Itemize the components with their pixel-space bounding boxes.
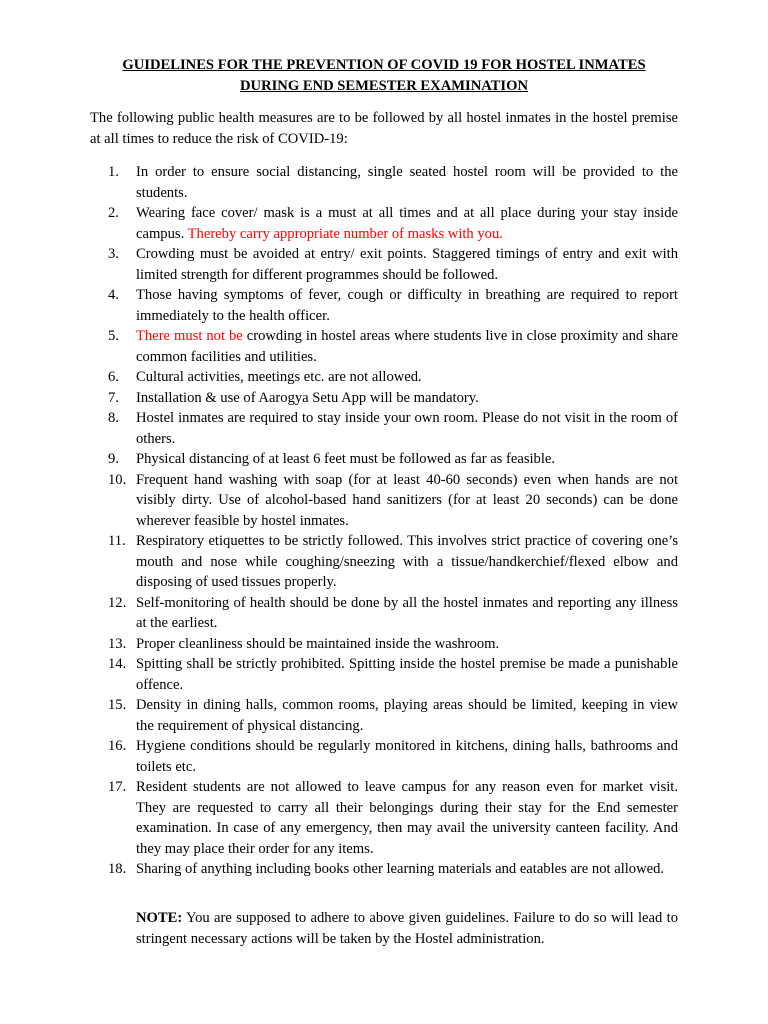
guideline-item bbox=[90, 777, 678, 859]
guideline-item bbox=[90, 388, 678, 409]
guideline-number: 17. bbox=[108, 779, 127, 795]
guideline-item bbox=[90, 654, 678, 695]
guideline-item bbox=[90, 326, 678, 367]
guideline-text: Density in dining halls, common rooms, playing areas should be limited, keeping in view the requirement of physical distancing. bbox=[136, 697, 678, 734]
guideline-number: 8. bbox=[108, 410, 119, 426]
guideline-item bbox=[90, 203, 678, 244]
document-title-line-1: GUIDELINES FOR THE PREVENTION OF COVID 19 FOR HOSTEL INMATES bbox=[122, 57, 646, 73]
guideline-number: 13. bbox=[108, 635, 127, 652]
guideline-number: 9. bbox=[108, 451, 119, 467]
guideline-text: Spitting shall be strictly prohibited. Spitting inside the hostel premise be made a punishable offence. bbox=[136, 656, 678, 693]
guideline-item bbox=[90, 449, 678, 470]
guideline-text: Hostel inmates are required to stay inside your own room. Please do not visit in the room of others. bbox=[136, 410, 678, 447]
guideline-text: Those having symptoms of fever, cough or difficulty in breathing are required to report immediately to the health officer. bbox=[136, 287, 678, 324]
guideline-item bbox=[90, 470, 678, 532]
guideline-number: 2. bbox=[108, 205, 119, 221]
guideline-text: Sharing of anything including books other learning materials and eatables are not allowed. bbox=[136, 861, 665, 877]
guideline-text: crowding in hostel areas where students live in close proximity and share common facilities and utilities. bbox=[136, 328, 678, 365]
note-text: You are supposed to adhere to above given guidelines. Failure to do so will lead to stringent necessary actions will be taken by the Hostel administration. bbox=[136, 910, 678, 947]
guideline-text: Frequent hand washing with soap (for at least 40-60 seconds) even when hands are not visibly dirty. Use of alcohol-based hand sanitizers (for at least 20 seconds) can be done wherever feasible by hostel inmates. bbox=[136, 471, 678, 529]
guideline-item bbox=[90, 859, 678, 880]
guideline-number: 16. bbox=[108, 738, 127, 754]
guideline-item bbox=[90, 736, 678, 777]
intro-paragraph: The following public health measures are to be followed by all hostel inmates in the hostel premise at all times to reduce the risk of COVID-19: bbox=[90, 110, 678, 147]
guideline-item bbox=[90, 408, 678, 449]
guideline-text: Wearing face cover/ mask is a must at all times and at all place during your stay inside campus. bbox=[136, 205, 678, 242]
guideline-item bbox=[90, 634, 678, 655]
guideline-item bbox=[90, 244, 678, 285]
guideline-text: Cultural activities, meetings etc. are not allowed. bbox=[136, 369, 422, 385]
guideline-text: Crowding must be avoided at entry/ exit points. Staggered timings of entry and exit with limited strength for different programmes should be followed. bbox=[136, 246, 678, 283]
guideline-text: Hygiene conditions should be regularly monitored in kitchens, dining halls, bathrooms and toilets etc. bbox=[136, 738, 678, 775]
guideline-item bbox=[90, 593, 678, 634]
guideline-item bbox=[90, 162, 678, 203]
guideline-item bbox=[90, 695, 678, 736]
guideline-text: Self-monitoring of health should be done by all the hostel inmates and reporting any illness at the earliest. bbox=[136, 594, 678, 631]
guideline-text: Proper cleanliness should be maintained inside the washroom. bbox=[136, 635, 500, 652]
guideline-highlight-text: Thereby carry appropriate number of masks with you. bbox=[187, 225, 503, 242]
guideline-item bbox=[90, 285, 678, 326]
guideline-number: 11. bbox=[108, 533, 126, 549]
guideline-text: Resident students are not allowed to leave campus for any reason even for market visit. They are requested to carry all their belongings during their stay for the End semester examination. In case of any emergency, then may avail the university canteen facility. And they may place their order for any items. bbox=[136, 779, 678, 857]
guideline-number: 6. bbox=[108, 369, 119, 385]
guideline-number: 1. bbox=[108, 164, 119, 180]
guideline-number: 4. bbox=[108, 287, 119, 303]
guideline-text: Respiratory etiquettes to be strictly followed. This involves strict practice of covering one’s mouth and nose while coughing/sneezing with a tissue/handkerchief/flexed elbow and disposing of used tissues properly. bbox=[136, 533, 678, 590]
guideline-highlight-text: There must not be bbox=[136, 328, 243, 344]
guideline-item bbox=[90, 367, 678, 388]
note-paragraph bbox=[136, 908, 678, 949]
guideline-number: 3. bbox=[108, 246, 119, 262]
guideline-number: 10. bbox=[108, 471, 127, 488]
guideline-number: 15. bbox=[108, 697, 127, 713]
guideline-number: 14. bbox=[108, 656, 127, 672]
guideline-item bbox=[90, 531, 678, 593]
guideline-text: Physical distancing of at least 6 feet must be followed as far as feasible. bbox=[136, 451, 556, 467]
guideline-number: 12. bbox=[108, 594, 127, 611]
guideline-text: Installation & use of Aarogya Setu App will be mandatory. bbox=[136, 389, 479, 406]
note-label: NOTE: bbox=[136, 910, 183, 926]
guideline-number: 7. bbox=[108, 389, 119, 406]
document-title-line-2: DURING END SEMESTER EXAMINATION bbox=[240, 78, 528, 94]
guideline-text: In order to ensure social distancing, single seated hostel room will be provided to the students. bbox=[136, 164, 678, 201]
guideline-number: 5. bbox=[108, 328, 119, 344]
guideline-number: 18. bbox=[108, 861, 127, 877]
guidelines-list bbox=[90, 162, 678, 880]
